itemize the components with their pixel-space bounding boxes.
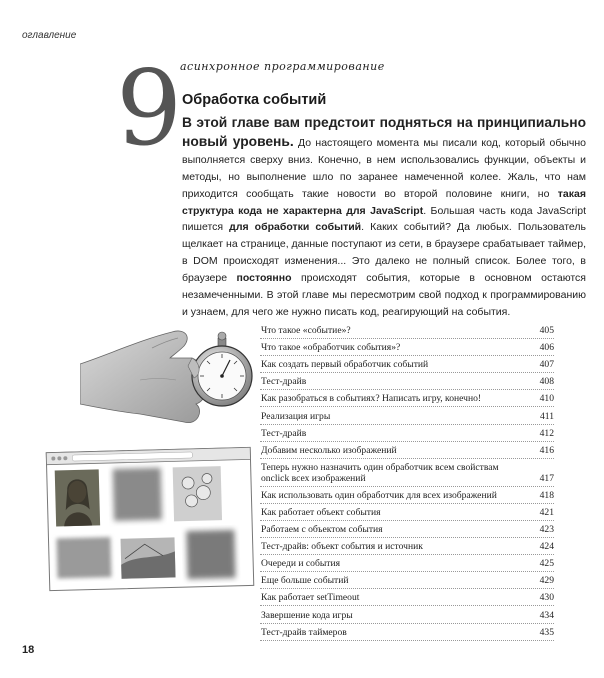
page-number: 18 <box>22 644 35 656</box>
toc-entry <box>260 572 554 589</box>
chapter-number: 9 <box>116 47 183 169</box>
toc-entry <box>260 339 554 356</box>
toc-entry <box>260 322 554 339</box>
toc-entry <box>260 589 554 606</box>
toc-entry-title: Работаем с объектом события <box>261 524 383 536</box>
intro-bold-1: такая структура кода не характерна для JavaScript <box>182 187 586 217</box>
intro-bold-2: для обработки событий <box>229 221 362 234</box>
stopwatch-hand-illustration <box>80 318 258 436</box>
toc-entry-page: 424 <box>539 541 554 553</box>
toc-entry <box>260 407 554 424</box>
toc-entry-page: 412 <box>539 427 554 439</box>
toc-entry <box>260 390 554 407</box>
toc-entry-title: Тест-драйв <box>261 427 307 439</box>
intro-text-2: . Большая часть кода JavaScript пишется <box>182 204 586 234</box>
toc-entry-page: 405 <box>539 325 554 337</box>
toc-entry-page: 421 <box>539 506 554 518</box>
toc-entry-title: Как работает объект события <box>261 506 381 518</box>
toc-entry-title: Как работает setTimeout <box>261 592 360 604</box>
toc-entry-title: Как использовать один обработчик для всех изображений <box>261 489 497 501</box>
intro-text-1: До настоящего момента мы писали код, который обычно выполняется сверху вниз. Конечно, в нем использовались функции, объекты и методы, но выполнение шло по заранее намеченной колее. Жаль, что нам приходится сообщать такие новости во второй половине книги, но <box>182 136 586 200</box>
intro-bold-3: постоянно <box>236 272 292 285</box>
toc-entry-page: 411 <box>539 410 554 422</box>
toc-entry-page: 423 <box>539 524 554 536</box>
toc-entry-title: Как разобраться в событиях? Написать игру, конечно! <box>261 393 482 405</box>
toc-entry <box>260 356 554 373</box>
chapter-intro <box>182 114 586 321</box>
toc-entry-title: Тест-драйв <box>261 376 307 388</box>
toc-entry-page: 435 <box>539 626 554 638</box>
toc-entry <box>260 521 554 538</box>
toc-entry <box>260 487 554 504</box>
toc-entry-page: 407 <box>539 359 554 371</box>
toc-entry-title: Как создать первый обработчик событий <box>261 359 429 371</box>
toc-entry <box>260 425 554 442</box>
toc-entry <box>260 606 554 623</box>
chapter-title: Обработка событий <box>182 92 327 108</box>
toc-entry-page: 416 <box>539 444 554 456</box>
toc-entry-title: Теперь нужно назначить один обработчик всем свойствам onclick всех изображений <box>261 461 499 484</box>
toc-entry-title: Очереди и события <box>261 558 341 570</box>
browser-window-illustration <box>44 444 258 594</box>
toc-entry-title: Реализация игры <box>261 410 331 422</box>
toc-entry-page: 410 <box>539 393 554 405</box>
toc-entry-title: Что такое «событие»? <box>261 325 351 337</box>
intro-lead: В этой главе вам предстоит подняться на принципиально новый уровень. <box>182 115 586 149</box>
toc-entry-page: 429 <box>539 575 554 587</box>
toc-entry <box>260 459 554 487</box>
toc-entry-page: 406 <box>539 342 554 354</box>
intro-text-4: происходят события, которые в основном остаются незамеченными. В этой главе мы пересмотрим свой подход к программированию и узнаем, для чего же нужно писать код, реагирующий на события. <box>182 272 586 318</box>
toc-entry-page: 430 <box>539 592 554 604</box>
toc-entry-title: Тест-драйв: объект события и источник <box>261 541 423 553</box>
toc-entry-page: 434 <box>539 609 554 621</box>
toc-entry-title: Что такое «обработчик события»? <box>261 342 401 354</box>
toc-entry-title: Завершение кода игры <box>261 609 353 621</box>
toc-entry-page: 418 <box>539 489 554 501</box>
toc-entry <box>260 373 554 390</box>
toc-entry <box>260 442 554 459</box>
toc-entry-title: Тест-драйв таймеров <box>261 626 347 638</box>
toc-entry-page: 425 <box>539 558 554 570</box>
toc-entry <box>260 555 554 572</box>
running-header: оглавление <box>22 30 77 41</box>
toc-entry <box>260 624 554 641</box>
toc-entry-title: Добавим несколько изображений <box>261 444 397 456</box>
toc-entry <box>260 538 554 555</box>
intro-text-3: . Каких событий? Да любых. Пользователь щелкает на странице, данные поступают из сети, в браузере срабатывает таймер, в DOM происходят изменения... Это далеко не полный список. Более того, в браузере <box>182 221 586 285</box>
toc-entry <box>260 504 554 521</box>
chapter-subtitle: асинхронное программирование <box>180 60 385 73</box>
toc-entry-page: 408 <box>539 376 554 388</box>
table-of-contents <box>260 322 554 641</box>
toc-entry-page: 417 <box>539 472 554 484</box>
toc-entry-title: Еще больше событий <box>261 575 349 587</box>
